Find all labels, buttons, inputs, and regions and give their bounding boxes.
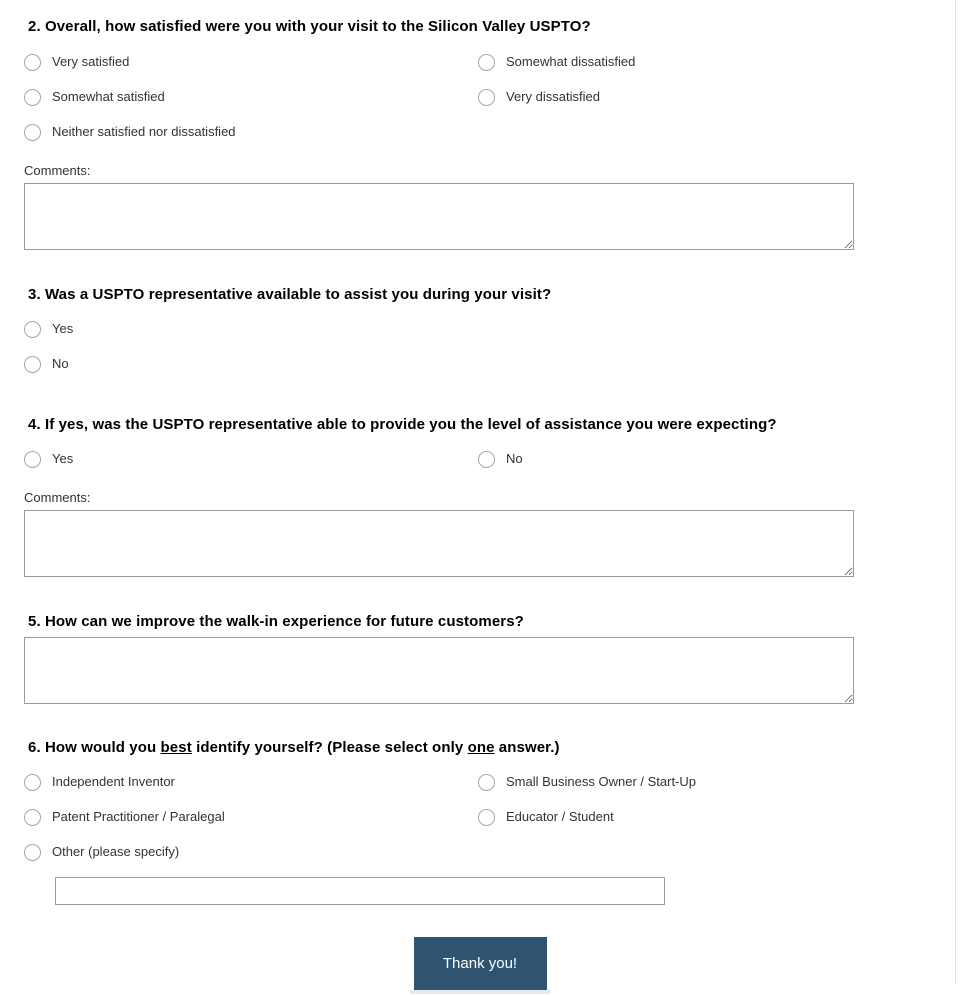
radio-icon xyxy=(478,451,495,468)
radio-option-q4-no[interactable] xyxy=(478,450,960,468)
radio-option-label: Yes xyxy=(52,451,74,466)
radio-option-label: No xyxy=(52,356,69,371)
q6-title-suffix: answer.) xyxy=(494,739,560,756)
radio-option-neither-satisfied[interactable] xyxy=(24,123,478,141)
q6-title-underline-best: best xyxy=(160,739,192,756)
radio-option-label: Neither satisfied nor dissatisfied xyxy=(52,124,236,139)
q4-comments-textarea[interactable] xyxy=(24,510,854,577)
radio-option-label: Educator / Student xyxy=(506,809,614,824)
radio-icon xyxy=(24,809,41,826)
page-right-border xyxy=(955,0,956,985)
radio-option-label: Very dissatisfied xyxy=(506,89,600,104)
radio-option-label: Somewhat satisfied xyxy=(52,89,165,104)
radio-icon xyxy=(24,321,41,338)
radio-option-q3-yes[interactable] xyxy=(24,320,960,338)
radio-icon xyxy=(478,89,495,106)
submit-area xyxy=(0,937,960,994)
radio-option-q4-yes[interactable] xyxy=(24,450,478,468)
q6-title-prefix: 6. How would you xyxy=(28,739,161,756)
question-4-title: 4. If yes, was the USPTO representative able to provide you the level of assistance you were expecting? xyxy=(28,416,777,433)
question-2-title: 2. Overall, how satisfied were you with your visit to the Silicon Valley USPTO? xyxy=(28,18,591,35)
question-3-options xyxy=(24,320,960,373)
radio-icon xyxy=(24,356,41,373)
radio-option-q3-no[interactable] xyxy=(24,355,960,373)
q6-title-middle: identify yourself? (Please select only xyxy=(191,739,468,756)
radio-option-label: Yes xyxy=(52,321,74,336)
radio-option-very-dissatisfied[interactable] xyxy=(478,88,960,106)
radio-icon xyxy=(24,89,41,106)
other-specify-input[interactable] xyxy=(55,877,665,905)
radio-icon xyxy=(24,54,41,71)
q4-comments-label: Comments: xyxy=(24,490,91,505)
radio-icon xyxy=(478,809,495,826)
question-6-options xyxy=(24,773,960,861)
radio-option-somewhat-satisfied[interactable] xyxy=(24,88,478,106)
radio-option-small-business-owner[interactable] xyxy=(478,773,960,791)
radio-icon xyxy=(24,844,41,861)
question-6-title xyxy=(28,738,960,757)
question-5-title: 5. How can we improve the walk-in experience for future customers? xyxy=(28,613,524,630)
q6-title-underline-one: one xyxy=(467,739,495,756)
radio-option-label: Somewhat dissatisfied xyxy=(506,54,636,69)
thank-you-button[interactable]: Thank you! xyxy=(414,937,547,990)
radio-option-label: Small Business Owner / Start-Up xyxy=(506,774,697,789)
radio-option-label: Very satisfied xyxy=(52,54,130,69)
q2-comments-label: Comments: xyxy=(24,163,91,178)
radio-option-independent-inventor[interactable] xyxy=(24,773,478,791)
radio-icon xyxy=(24,774,41,791)
radio-icon xyxy=(478,774,495,791)
radio-icon xyxy=(24,124,41,141)
radio-option-label: No xyxy=(506,451,523,466)
radio-option-label: Patent Practitioner / Paralegal xyxy=(52,809,225,824)
button-bottom-shadow xyxy=(410,990,551,994)
radio-option-label: Independent Inventor xyxy=(52,774,175,789)
radio-option-other[interactable] xyxy=(24,843,478,861)
radio-option-very-satisfied[interactable] xyxy=(24,53,478,71)
radio-option-educator-student[interactable] xyxy=(478,808,960,826)
radio-icon xyxy=(478,54,495,71)
radio-option-label: Other (please specify) xyxy=(52,844,180,859)
radio-icon xyxy=(24,451,41,468)
radio-option-patent-practitioner[interactable] xyxy=(24,808,478,826)
radio-option-somewhat-dissatisfied[interactable] xyxy=(478,53,960,71)
question-4-options xyxy=(24,450,960,468)
question-2-options xyxy=(24,53,960,141)
q2-comments-textarea[interactable] xyxy=(24,183,854,250)
q5-answer-textarea[interactable] xyxy=(24,637,854,704)
question-3-title: 3. Was a USPTO representative available to assist you during your visit? xyxy=(28,286,552,303)
